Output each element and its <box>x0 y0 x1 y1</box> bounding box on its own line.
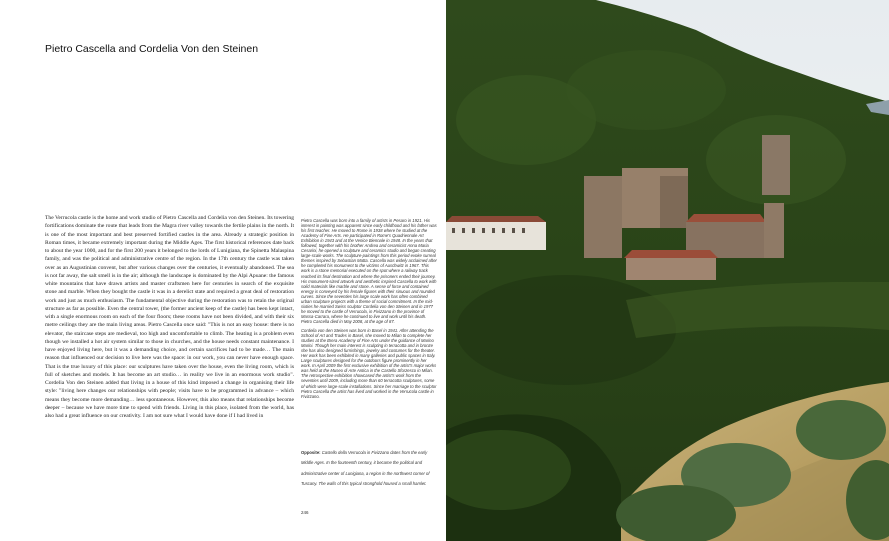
photo-caption <box>301 448 437 489</box>
castle-landscape-photo <box>446 0 889 541</box>
page-title: Pietro Cascella and Cordelia Von den Steinen <box>45 43 259 55</box>
main-body-text: The Verrucola castle is the home and work studio of Pietro Cascella and Cordelia von den Steinen. Its towering fortifications dominate the route that leads from the Magra river valley towards the fertile plains in the north. It is one of the most important and best preserved fortified castles in the area. Already a strategic position in Roman times, it became extremely important during the Middle Ages. The first historical references date back to about the year 1000, and for the first 200 years it belonged to the lords of Lunigiana, the Spinetta Malaspina family, and was the political and administrative centre of the region. In the 17th century the castle was taken over as an Augustinian convent, but after various changes over the centuries, it eventually abandoned. The sea is not far away, the salt smell is in the air; although the landscape is dominated by the Alpi Apuane: the famous white mountains that have drawn artists and master craftsmen here for centuries in search of the exquisite stone and marble. When they bought the castle it was in a derelict state and required a great deal of restoration work and just as much enthusiasm. The fundamental objective during the restoration was to retain the original structure as far as possible. Even the central tower, (the former ancient keep of the castle) has been kept intact, with a single enormous room on each of the four floors; these rooms have not been divided, and with their six metre ceilings they are the main living areas. Pietro Cascella once said: "This is not an easy house: there is no elevator, the staircase steps are medieval, too high and uncomfortable to climb. The heating is a problem even though we installed a hot air system similar to those in churches, and the house needs constant maintenance. I have enjoyed living here, but it was a demanding choice, and certain sacrifices had to be made… The main reason that influenced our decision to live here was the space: in our work, you can never have enough space. That is the true luxury of this place: our sculptures have taken over the house, even the living room, which is full of sketches and models. It has become an art studio… in reality we live in an enormous work studio". Cordelia Von den Steinen added that living in a house of this kind imposed a change in organising their life style: "living here changes our relationships with people; visits have to be programmed in advance – which means they become more demanding… less spontaneous. However, this also means that relationships become deeper – because we have more time to spend with friends. Living in this place, isolated from the world, has also had a great influence on our creativity. I am not sure what I would have done if I had lived in <box>45 215 294 419</box>
page-number: 246 <box>301 510 309 515</box>
caption-label: Opposite: <box>301 450 321 455</box>
caption-text: Castello della Verrucola in Fivizzano dates from the early Middle Ages. In the fourteenth century, it became the political and administrative center of Lunigiana, a region in the northwest corner of Tuscany. The walls of this typical stronghold housed a small hamlet. <box>301 450 430 486</box>
bio-paragraph-cordelia: Cordelia von den Steinen was born in Basel in 1941. After attending the School of Art and Trades in Basel, she moved to Milan to complete her studies at the Brera Academy of Fine Arts under the guidance of Marino Marini. Though her main interest is sculpting in terracotta and in bronze she has also designed furnishings, jewelry and costumes for the theater. Her work has been exhibited in many galleries and public spaces in Italy. Large sculptures designed for the outdoors figure prominently in her work. In April 2009 the first exclusive exhibition of the artist's major works was held at the Museo di Arte Antica in the Castello Sforzesco in Milan. The retrospective exhibition showcased the artist's work from the seventies until 2009, including more than 60 terracotta sculptures, some of which were large-scale installations. Since her marriage to the sculptor Pietro Cascella the artist has lived and worked in the Verrucola castle in Fivizzano. <box>301 327 437 399</box>
biography-column <box>301 218 437 403</box>
bio-paragraph-pietro: Pietro Cascella was born into a family of artists in Pesaro in 1921. His interest in painting was apparent since early childhood and his father was his first teacher. He moved to Rome in 1938 where he studied at the Academy of Fine Arts. He participated in Rome's Quadriennale Art Exhibition in 1943 and at the Venice Biennale in 1948. In the years that followed, together with his brother Andrea and ceramicist Anna Maria Cesarini, he opened a sculpture and ceramics studio and began creating large-scale works. The sculpture-paintings from this period evoke surreal themes inspired by Sebastian Matta. Cascella was widely acclaimed after he completed his monument to the victims of Auschwitz in 1967. This work is a stone memorial executed on the spot where a railway track reached its final destination and where the prisoners ended their journey. His monument-sized artwork and aesthetic inspired Cascella to work with solid materials like marble and stone. A sense of force and contained energy is conveyed by his female figures with their sinuous and rounded curves. Since the seventies his large scale work has often combined urban sculpture projects with a theme of social commitment. In the mid-sixties he married Swiss sculptor Cordelia von den Steinen and in 1977 he moved to the castle of Verrucola, in Fivizzano in the province of Massa-Carrara, where he continued to live and work until his death. Pietro Cascella died in May 2008, at the age of 87. <box>301 218 437 324</box>
